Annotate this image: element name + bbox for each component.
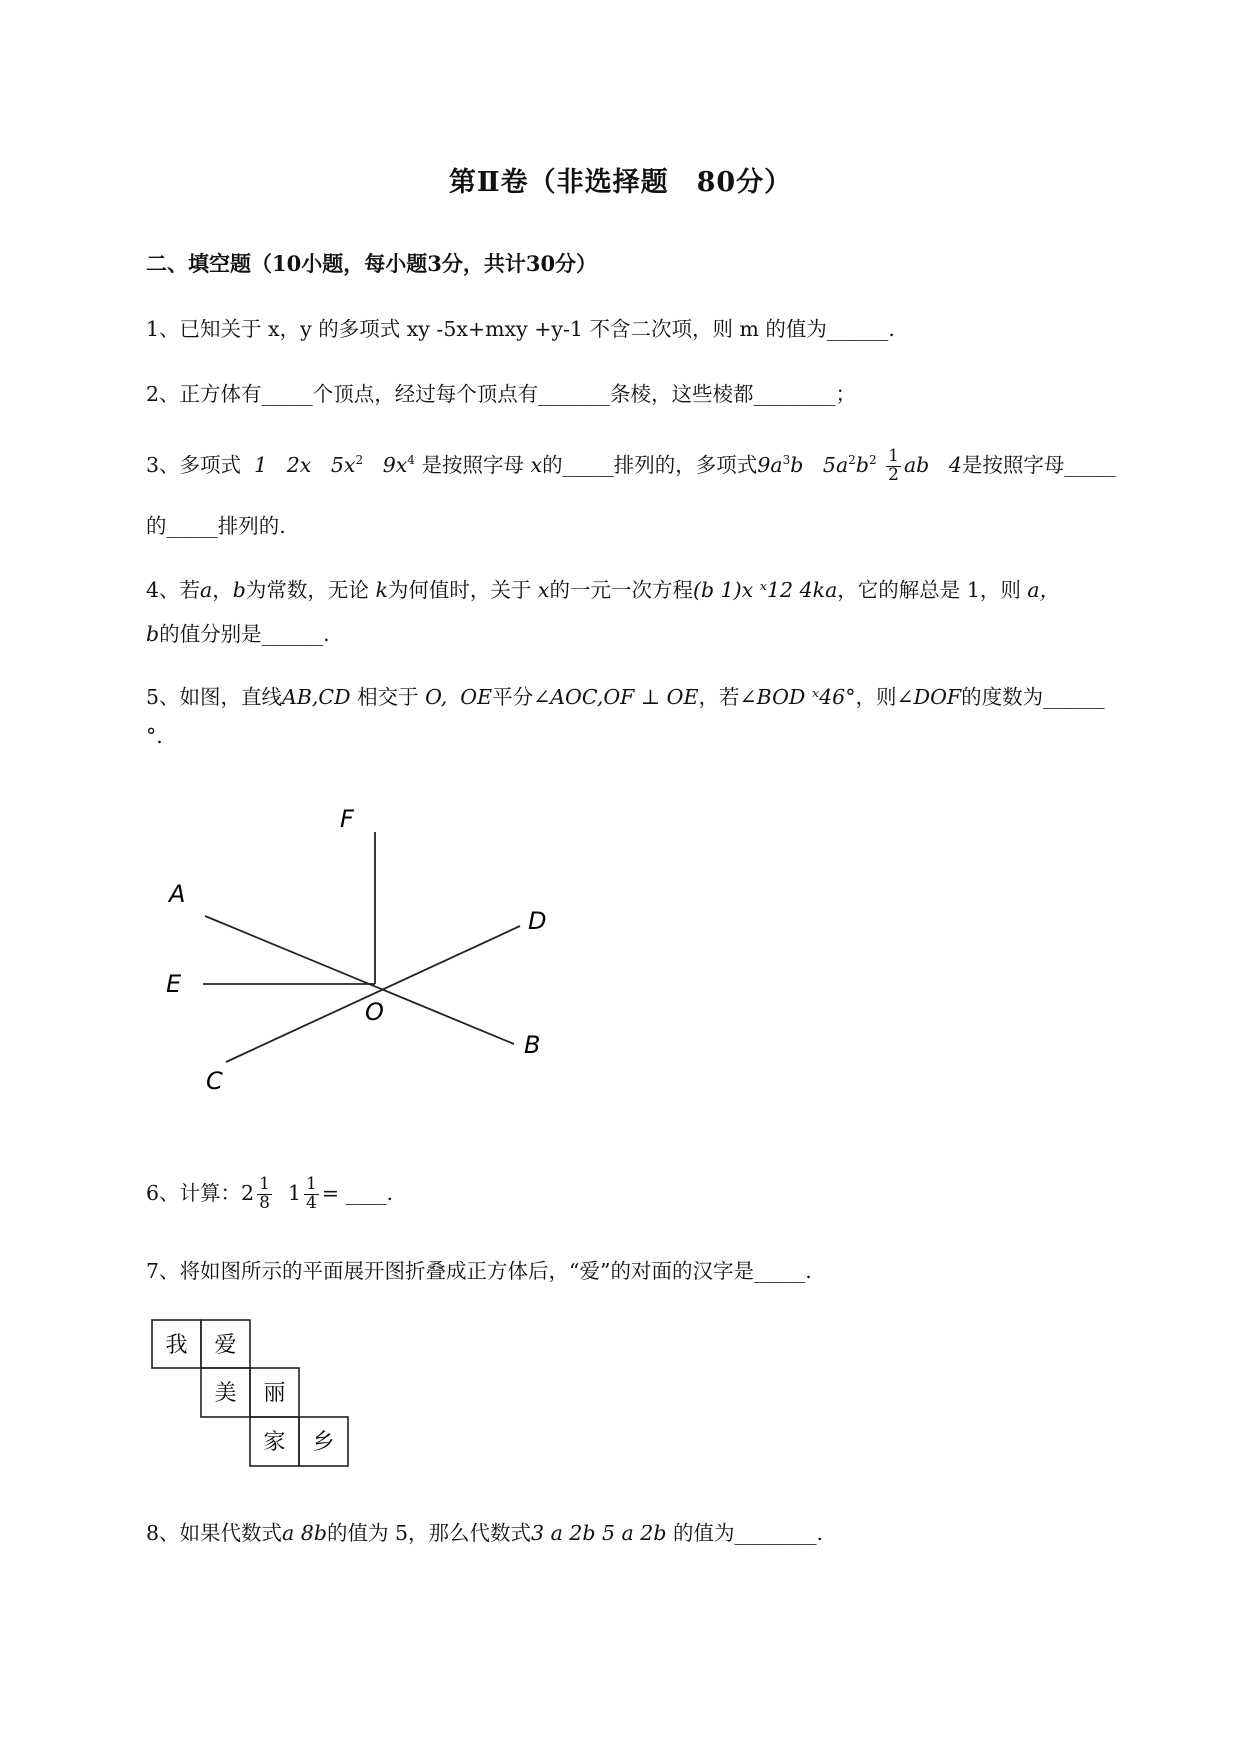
q3-exponent: 2 (848, 453, 856, 468)
question-2: 2、正方体有_____个顶点，经过每个顶点有_______条棱，这些棱都________； (146, 382, 857, 406)
q3-exponent: 4 (407, 453, 415, 468)
q5-math: OE (460, 685, 493, 709)
q6-fraction (304, 1176, 319, 1213)
line-cd (226, 926, 520, 1062)
q4-variable: k (375, 578, 388, 602)
q5-math: ∠DOF (896, 685, 962, 709)
fraction-numerator: 1 (306, 1174, 317, 1195)
fraction-numerator: 1 (888, 446, 899, 467)
q4-text: 的值分别是______. (159, 622, 330, 646)
q4-equation: (b 1)x ˣ12 4ka (692, 578, 838, 602)
q8-text: 的值为 5，那么代数式 (326, 1521, 532, 1545)
q3-prefix: 3、多项式 (146, 453, 242, 477)
q5-text: 5、如图，直线 (146, 685, 283, 709)
question-3-line-2: 的_____排列的. (146, 514, 286, 538)
question-6 (146, 1176, 393, 1213)
cube-net-figure (150, 1318, 360, 1478)
q3-term: b (790, 453, 804, 477)
label-d: D (528, 907, 547, 935)
label-b: B (524, 1031, 541, 1059)
question-5-line-2: °. (146, 724, 163, 748)
q4-text: ， (212, 578, 233, 602)
fraction-denominator: 4 (306, 1193, 317, 1213)
q8-tail: 的值为________. (673, 1521, 824, 1545)
question-7: 7、将如图所示的平面展开图折叠成正方体后，“爱”的对面的汉字是_____. (146, 1259, 812, 1283)
q5-math: AB,CD (282, 685, 351, 709)
net-cell-jia: 家 (263, 1430, 286, 1455)
q3-term: 9x (382, 453, 408, 477)
q3-text: 的_____排列的，多项式 (542, 453, 758, 477)
net-cell-ai: 爱 (214, 1333, 237, 1358)
q4-text: ，它的解总是 1，则 (837, 578, 1021, 602)
question-4-line-2 (146, 617, 330, 647)
line-ab (205, 916, 514, 1044)
question-3-line-1 (146, 448, 1116, 485)
q5-text: ，若 (698, 685, 740, 709)
q3-exponent: 2 (355, 453, 364, 468)
q3-term: 5x (330, 453, 356, 477)
q5-text: ，则 (855, 685, 897, 709)
section-heading: 二、填空题（10小题，每小题3分，共计30分） (146, 251, 598, 276)
q3-text: 是按照字母 (421, 453, 524, 477)
label-e: E (166, 970, 182, 998)
q5-text: 平分 (492, 685, 534, 709)
q6-fraction (257, 1176, 272, 1213)
net-cell-xiang: 乡 (312, 1430, 335, 1455)
q3-exponent: 3 (782, 453, 791, 468)
q5-math: ∠BOD ˣ46° (739, 685, 856, 709)
q6-tail: = ____. (321, 1181, 394, 1205)
q4-variable: x (537, 578, 550, 602)
label-c: C (206, 1067, 223, 1095)
q4-variable: a (200, 578, 213, 602)
question-8 (146, 1516, 823, 1546)
q6-prefix: 6、计算： (146, 1181, 242, 1205)
q4-variable: a， (1027, 578, 1061, 602)
net-cell-li: 丽 (263, 1381, 286, 1406)
q4-text: 为常数，无论 (245, 578, 369, 602)
q4-text: 的一元一次方程 (549, 578, 693, 602)
fraction-denominator: 2 (888, 465, 899, 485)
question-1: 1、已知关于 x，y 的多项式 xy -5x+mxy +y-1 不含二次项，则 m 的值为______. (146, 317, 895, 341)
q5-text: 的度数为______ (961, 685, 1105, 709)
q3-term: 5a (822, 453, 849, 477)
label-f: F (340, 805, 354, 833)
q3-term: 2x (286, 453, 312, 477)
net-cell-wo: 我 (165, 1333, 188, 1358)
q3-term: 4 (948, 453, 962, 477)
q3-term: 9a (757, 453, 783, 477)
q5-text: 相交于 (357, 685, 419, 709)
q4-text: 为何值时，关于 (387, 578, 532, 602)
question-4-line-1 (146, 573, 1060, 603)
q3-variable: x (530, 453, 543, 477)
q3-term: b (855, 453, 869, 477)
label-a: A (169, 880, 186, 908)
q3-text: 是按照字母_____ (961, 453, 1116, 477)
q4-variable: b (232, 578, 246, 602)
page-title: 第Ⅱ卷（非选择题 80分） (448, 167, 793, 198)
q3-term: 1 (254, 453, 268, 477)
q8-prefix: 8、如果代数式 (146, 1521, 283, 1545)
fraction-numerator: 1 (259, 1174, 270, 1195)
q4-variable: b (146, 622, 160, 646)
q6-whole: 2 (241, 1181, 255, 1205)
q8-expression: a 8b (282, 1521, 327, 1545)
q4-text: 4、若 (146, 578, 201, 602)
q8-expression: 3 a 2b 5 a 2b (531, 1521, 667, 1545)
q3-exponent: 2 (868, 453, 877, 468)
geometry-figure-q5 (150, 800, 570, 1110)
q3-term: ab (903, 453, 930, 477)
question-5-line-1 (146, 680, 1105, 710)
fraction-denominator: 8 (259, 1193, 270, 1213)
q5-math: ∠AOC,OF ⊥ OE (533, 685, 699, 709)
q3-fraction (886, 448, 901, 485)
label-o: O (365, 998, 384, 1026)
q5-math: O, (425, 685, 448, 709)
q6-whole: 1 (287, 1181, 302, 1205)
net-cell-mei: 美 (214, 1381, 237, 1406)
